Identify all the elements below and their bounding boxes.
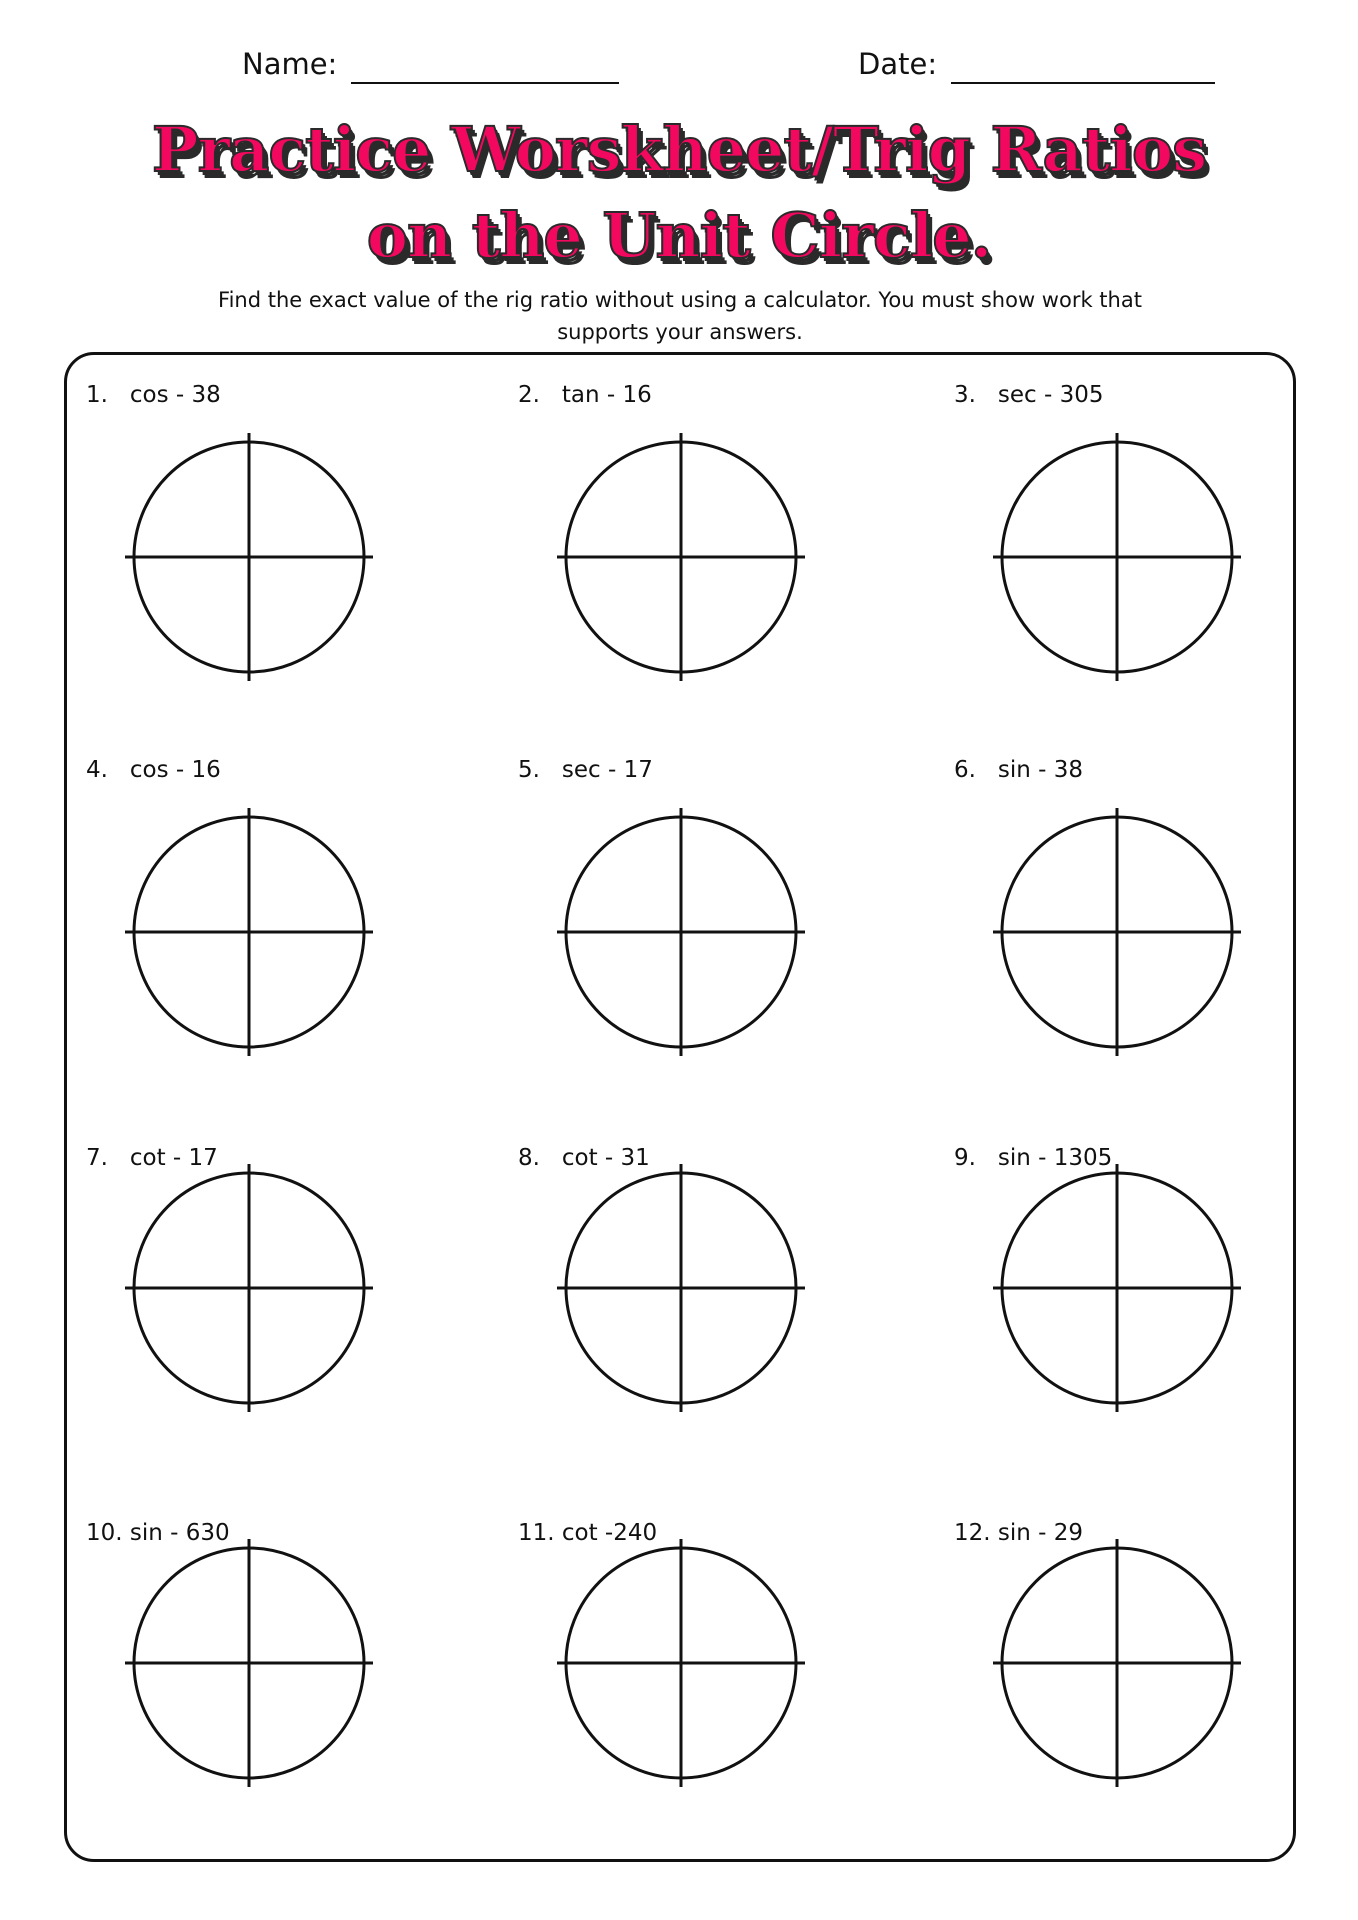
problem-9 xyxy=(954,1143,1334,1463)
problem-label: 12. sin - 29 xyxy=(954,1520,1084,1546)
problem-10 xyxy=(86,1518,466,1838)
problem-2 xyxy=(518,380,898,700)
problem-label: 4. cos - 16 xyxy=(86,757,221,783)
problem-3 xyxy=(954,380,1334,700)
problem-8 xyxy=(518,1143,898,1463)
header-fields xyxy=(0,44,1358,88)
problem-label: 6. sin - 38 xyxy=(954,757,1084,783)
unit-circle-diagram[interactable] xyxy=(992,807,1242,1057)
unit-circle-diagram[interactable] xyxy=(556,807,806,1057)
unit-circle-diagram[interactable] xyxy=(556,1538,806,1788)
unit-circle-diagram[interactable] xyxy=(124,432,374,682)
problem-1 xyxy=(86,380,466,700)
problem-label: 8. cot - 31 xyxy=(518,1145,650,1171)
problem-4 xyxy=(86,755,466,1075)
problem-label: 2. tan - 16 xyxy=(518,382,652,408)
unit-circle-diagram[interactable] xyxy=(992,1538,1242,1788)
unit-circle-diagram[interactable] xyxy=(992,1163,1242,1413)
name-blank[interactable] xyxy=(351,46,619,84)
unit-circle-diagram[interactable] xyxy=(124,1163,374,1413)
problem-label: 10. sin - 630 xyxy=(86,1520,230,1546)
unit-circle-diagram[interactable] xyxy=(992,432,1242,682)
worksheet-title-line-1: Practice Worskheet/Trig Ratios xyxy=(151,113,1207,186)
instructions: Find the exact value of the rig ratio without using a calculator. You must show work that supports your answers. xyxy=(218,288,1142,344)
problem-label: 7. cot - 17 xyxy=(86,1145,218,1171)
problem-label: 9. sin - 1305 xyxy=(954,1145,1113,1171)
problem-11 xyxy=(518,1518,898,1838)
problem-7 xyxy=(86,1143,466,1463)
name-label: Name: xyxy=(242,47,338,81)
unit-circle-diagram[interactable] xyxy=(556,1163,806,1413)
problem-12 xyxy=(954,1518,1334,1838)
problem-label: 11. cot -240 xyxy=(518,1520,658,1546)
unit-circle-diagram[interactable] xyxy=(124,807,374,1057)
unit-circle-diagram[interactable] xyxy=(124,1538,374,1788)
date-blank[interactable] xyxy=(951,46,1215,84)
unit-circle-diagram[interactable] xyxy=(556,432,806,682)
worksheet-title-line-2: on the Unit Circle. xyxy=(366,199,992,272)
date-field xyxy=(858,44,1215,84)
problem-5 xyxy=(518,755,898,1075)
date-label: Date: xyxy=(858,47,938,81)
problem-label: 1. cos - 38 xyxy=(86,382,221,408)
name-field xyxy=(242,44,619,84)
problem-6 xyxy=(954,755,1334,1075)
problem-label: 3. sec - 305 xyxy=(954,382,1104,408)
problem-label: 5. sec - 17 xyxy=(518,757,653,783)
